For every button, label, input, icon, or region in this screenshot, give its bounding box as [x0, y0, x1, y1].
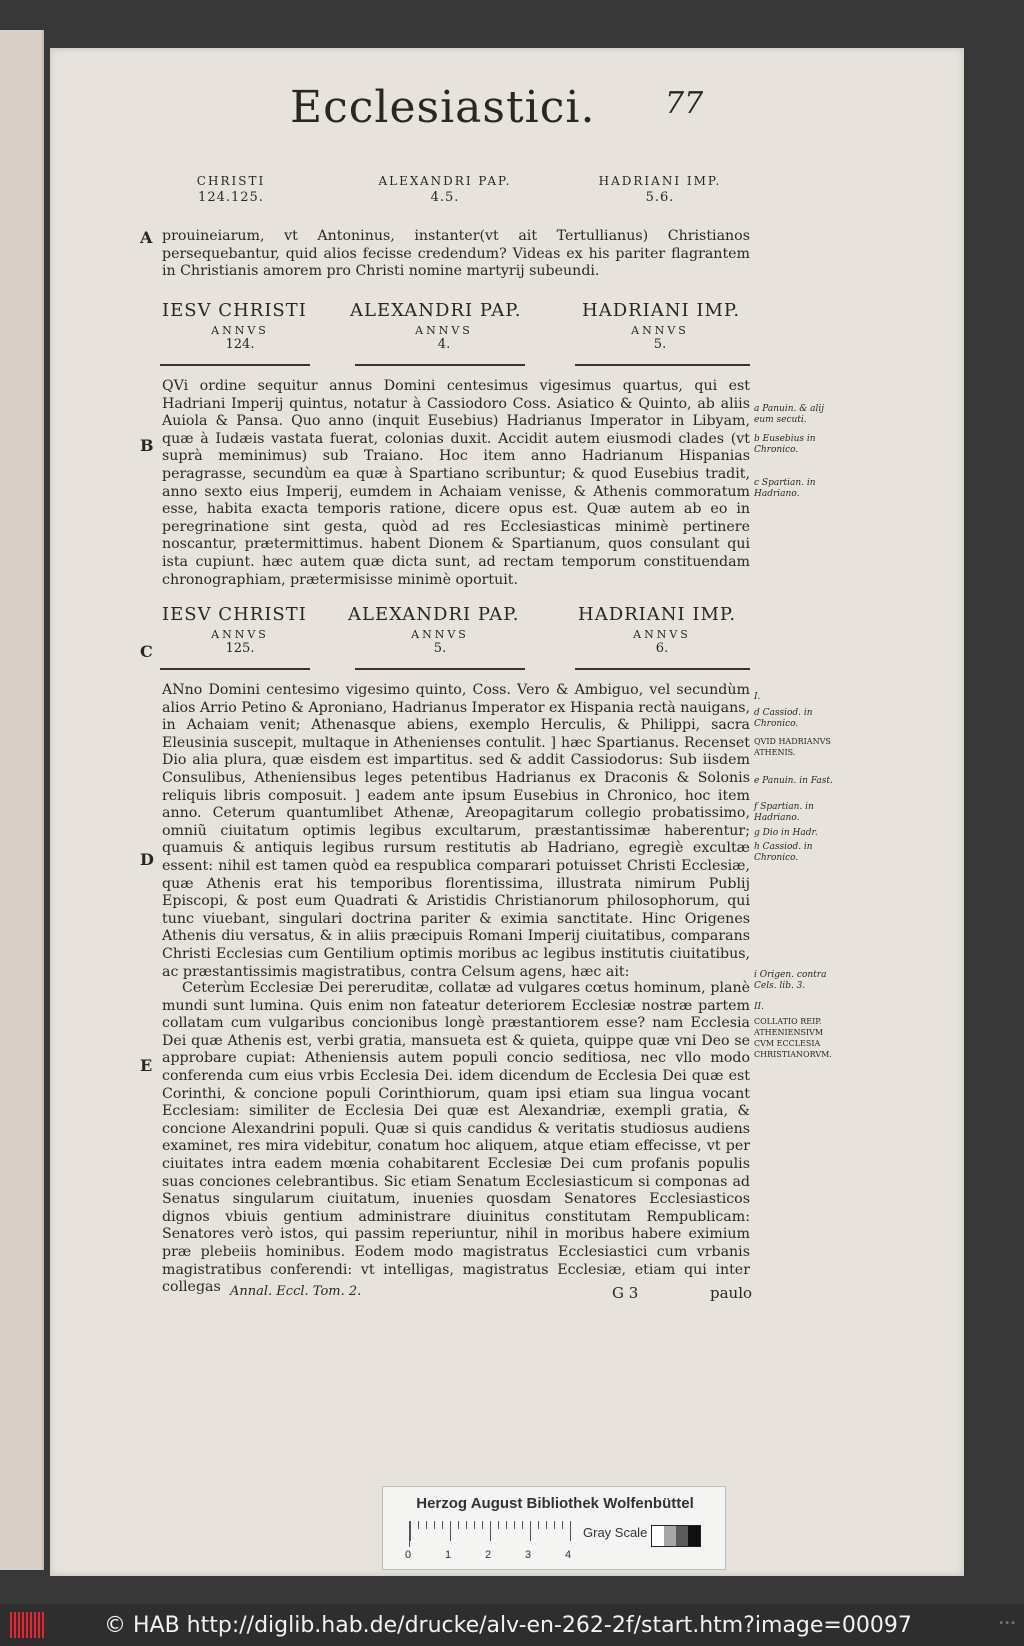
- year1-annus-alexandri: ANNVS 4.: [415, 324, 473, 352]
- year1-col-hadriani: HADRIANI IMP.: [582, 300, 741, 321]
- section-letter-c: C: [140, 642, 153, 661]
- year2-rule-3: [575, 668, 750, 670]
- year2-col-hadriani: HADRIANI IMP.: [578, 604, 737, 625]
- paragraph-2: ANno Domini centesimo vigesimo quinto, Coss. Vero & Ambiguo, vel secundùm alios Arrio Petino & Aproniano, Hadrianus Imperator ex Hispania rectà nauigans, in Achaiam venit; Athenasque abiens, exemplo Herculis, & Philippi, sacra Eleusinia suscepit, multaque in Athenienses contulit. ] hæc Spartianus. Recenset Dio alia plura, quæ eisdem est impartitus. sed & addit Cassiodorus: Sub iisdem Consulibus, Atheniensibus leges petentibus Hadrianus ex Draconis & Solonis reliquis libris composuit. ] eadem ante ipsum Eusebius in Chronico, hoc item anno. Ceterum quantumlibet Athenæ, Areopagitarum collegio probatissimo, omniũ ciuitatum optimis legibus excultarum, præstantissimæ haberentur; quamuis & antiquis legibus rursum restitutis ab Hadriano, egregiè excultæ essent: nihil est tamen quòd ea respublica comparari potuisset Christi Ecclesiæ, quæ Athenis erat his temporibus florentissima, illustrata nimirum Publij Episcopi, & post eum Quadrati & Aristidis Christianorum philosophorum, qui tunc viuebant, singulari doctrina pariter & eximia sanctitate. Hinc Origenes Athenis diu versatus, & in aliis præcipuis Romani Imperij ciuitatibus, comparans Christi Ecclesias cum Gentilium optimis moribus ac legibus institutis ciuitatibus, ac præstantissimis magistratibus, contra Celsum agens, hæc ait:: [162, 682, 750, 980]
- catchword: paulo: [710, 1284, 753, 1302]
- year1-annus-christi: ANNVS 124.: [211, 324, 269, 352]
- top-header-christi: CHRISTI 124.125.: [196, 174, 266, 205]
- year2-annus-alexandri: ANNVS 5.: [411, 628, 469, 656]
- ruler-tick: [562, 1521, 563, 1529]
- margin-note-f: f Spartian. in Hadriano.: [754, 802, 814, 823]
- year2-col-alexandri: ALEXANDRI PAP.: [348, 604, 520, 625]
- library-name: Herzog August Bibliothek Wolfenbüttel: [416, 1495, 694, 1512]
- ruler-tick: [506, 1521, 507, 1529]
- ruler-number: 3: [525, 1549, 532, 1561]
- grayscale-bar: [651, 1525, 701, 1547]
- ruler-tick: [442, 1521, 443, 1529]
- year2-annus-christi: ANNVS 125.: [211, 628, 269, 656]
- ruler-tick: [426, 1521, 427, 1529]
- signature-mark: G 3: [612, 1284, 639, 1302]
- margin-note-d: d Cassiod. in Chronico.: [754, 708, 813, 729]
- ruler-number: 4: [565, 1549, 572, 1561]
- margin-note-a: a Panuin. & alij eum secuti.: [754, 404, 825, 425]
- year1-rule-2: [355, 364, 525, 366]
- margin-note-section-2: II.: [754, 1002, 764, 1012]
- paragraph-1: QVi ordine sequitur annus Domini centesimus vigesimus quartus, qui est Hadriani Imperij quintus, notatur à Cassiodoro Coss. Asiatico & Quinto, ab aliis Auiola & Pansa. Quo anno (inquit Eusebius) Hadrianus Imperator in Libyam, quæ à Iudæis vastata fuerat, colonias duxit. Accidit autem eiusmodi clades (vt suprà meminimus) sub Traiano. Hoc item anno Hadrianum Hispanias peragrasse, secundùm ea quæ à Spartiano scribuntur; & quod Eusebius tradit, anno sexto eius Imperij, eumdem in Achaiam venisse, & Athenis commoratum esse, habita exacta temporis ratione, dicere opus est. Quæ autem ab eo in peregrinatione sint gesta, quòd ad res Ecclesiasticas minimè pertinere noscantur, prætermittimus. habent Dionem & Spartianum, quos consulant qui ista cupiunt. hæc autem quæ dicta sunt, ad rectam temporum constituendam chronographiam, prætermisisse minimè oportuit.: [162, 378, 750, 588]
- ruler-tick: [522, 1521, 523, 1529]
- year1-rule-1: [160, 364, 310, 366]
- grayscale-label: Gray Scale: [583, 1525, 648, 1540]
- grayscale-swatch: [676, 1526, 688, 1546]
- ruler-tick: [410, 1521, 411, 1541]
- margin-note-h: h Cassiod. in Chronico.: [754, 842, 813, 863]
- section-letter-d: D: [140, 850, 154, 869]
- ruler-tick: [546, 1521, 547, 1529]
- year1-rule-3: [575, 364, 750, 366]
- ruler-tick: [458, 1521, 459, 1529]
- year2-rule-1: [160, 668, 310, 670]
- paragraph-3: Ceterùm Ecclesiæ Dei pereruditæ, collatæ ad vulgares cœtus hominum, planè mundi sunt lumina. Quis enim non fateatur deteriorem Ecclesiæ nostræ partem collatam cum vulgaribus concionibus longè præstantiorem esse? nam Ecclesia Dei quæ Athenis est, verbi gratia, mansueta est & quieta, quippe quæ vni Deo se approbare cupiat: Atheniensis autem populi concio seditiosa, nec vllo modo conferenda cum eius vrbis Ecclesia Dei. idem dicendum de Ecclesia Dei quæ est Corinthi, & concione populi Corinthiorum, quam ipsi etiam sua lingua vocant Ecclesiam: similiter de Ecclesia Dei quæ est Alexandriæ, exempli gratia, & concione Alexandrini populi. Quæ si quis candidus & veritatis studiosus audiens examinet, res mira videbitur, conatum hoc aliquem, atque etiam effecisse, vt per ciuitates intra eadem mœnia cohabitarent Ecclesiæ Dei cum profanis populis suas conciones celebrantibus. Sic etiam Senatum Ecclesiasticum si componas ad Senatus singularum ciuitatum, inuenies quosdam Senatores Ecclesiasticos dignos vbiuis gentium administrare diuinitus constitutam Rempublicam: Senatores verò istos, qui passim reperiuntur, nihil in moribus habere eximium præ plebeiis hominibus. Eodem modo magistratus Ecclesiastici cum vrbanis magistratibus conferendi: vt intelligas, magistratus Ecclesiæ, etiam qui inter collegas: [162, 980, 750, 1296]
- ruler-tick: [570, 1521, 571, 1541]
- page-number: 77: [665, 86, 704, 121]
- ruler-tick: [482, 1521, 483, 1529]
- footer-volume: Annal. Eccl. Tom. 2.: [230, 1284, 362, 1299]
- year1-annus-hadriani: ANNVS 5.: [631, 324, 689, 352]
- section-letter-b: B: [140, 436, 154, 455]
- margin-note-section-1: I.: [754, 692, 761, 702]
- year1-col-christi: IESV CHRISTI: [162, 300, 307, 321]
- year2-annus-hadriani: ANNVS 6.: [633, 628, 691, 656]
- grayscale-swatch: [652, 1526, 664, 1546]
- ruler-tick: [434, 1521, 435, 1529]
- margin-note-i: i Origen. contra Cels. lib. 3.: [754, 970, 827, 991]
- ruler-number: 0: [405, 1549, 412, 1561]
- paragraph-intro: prouineiarum, vt Antoninus, instanter(vt ait Tertullianus) Christianos persequebantur, quid alios fecisse credendum? Videas ex his pariter flagrantem in Christianis amorem pro Christi nomine martyrij subeundi.: [162, 228, 750, 280]
- section-letter-a: A: [140, 228, 153, 247]
- margin-note-e: e Panuin. in Fast.: [754, 776, 833, 786]
- copyright-link[interactable]: © HAB http://diglib.hab.de/drucke/alv-en-262-2f/start.htm?image=00097: [104, 1613, 912, 1638]
- ruler-number: 1: [445, 1549, 452, 1561]
- status-bar: [0, 1604, 1024, 1646]
- ruler-tick: [490, 1521, 491, 1541]
- margin-note-collatio: COLLATIO REIP. ATHENIENSIVM CVM ECCLESIA CHRISTIANORVM.: [754, 1017, 832, 1059]
- year1-col-alexandri: ALEXANDRI PAP.: [350, 300, 522, 321]
- year2-col-christi: IESV CHRISTI: [162, 604, 307, 625]
- grayscale-swatch: [688, 1526, 700, 1546]
- ruler-tick: [466, 1521, 467, 1529]
- ruler-tick: [450, 1521, 451, 1541]
- margin-note-quid-hadrianus: QVID HADRIANVS ATHENIS.: [754, 737, 831, 757]
- ruler-tick: [474, 1521, 475, 1529]
- ruler-tick: [538, 1521, 539, 1529]
- ruler-number: 2: [485, 1549, 492, 1561]
- margin-note-c: c Spartian. in Hadriano.: [754, 478, 816, 499]
- ruler-tick: [418, 1521, 419, 1529]
- barcode-logo-icon: [10, 1612, 44, 1638]
- ruler-tick: [498, 1521, 499, 1529]
- year2-rule-2: [355, 668, 525, 670]
- section-letter-e: E: [140, 1056, 153, 1075]
- color-scale-card: [382, 1486, 726, 1570]
- top-header-alexandri: ALEXANDRI PAP. 4.5.: [378, 174, 512, 205]
- ruler-tick: [554, 1521, 555, 1529]
- top-header-hadriani: HADRIANI IMP. 5.6.: [598, 174, 722, 205]
- more-options-icon[interactable]: •••: [998, 1618, 1016, 1629]
- margin-note-b: b Eusebius in Chronico.: [754, 434, 816, 455]
- margin-note-g: g Dio in Hadr.: [754, 828, 818, 838]
- ruler: [409, 1521, 569, 1547]
- grayscale-swatch: [664, 1526, 676, 1546]
- previous-page-edge: [0, 30, 44, 1570]
- ruler-tick: [514, 1521, 515, 1529]
- ruler-tick: [530, 1521, 531, 1541]
- running-head: Ecclesiastici.: [290, 82, 596, 133]
